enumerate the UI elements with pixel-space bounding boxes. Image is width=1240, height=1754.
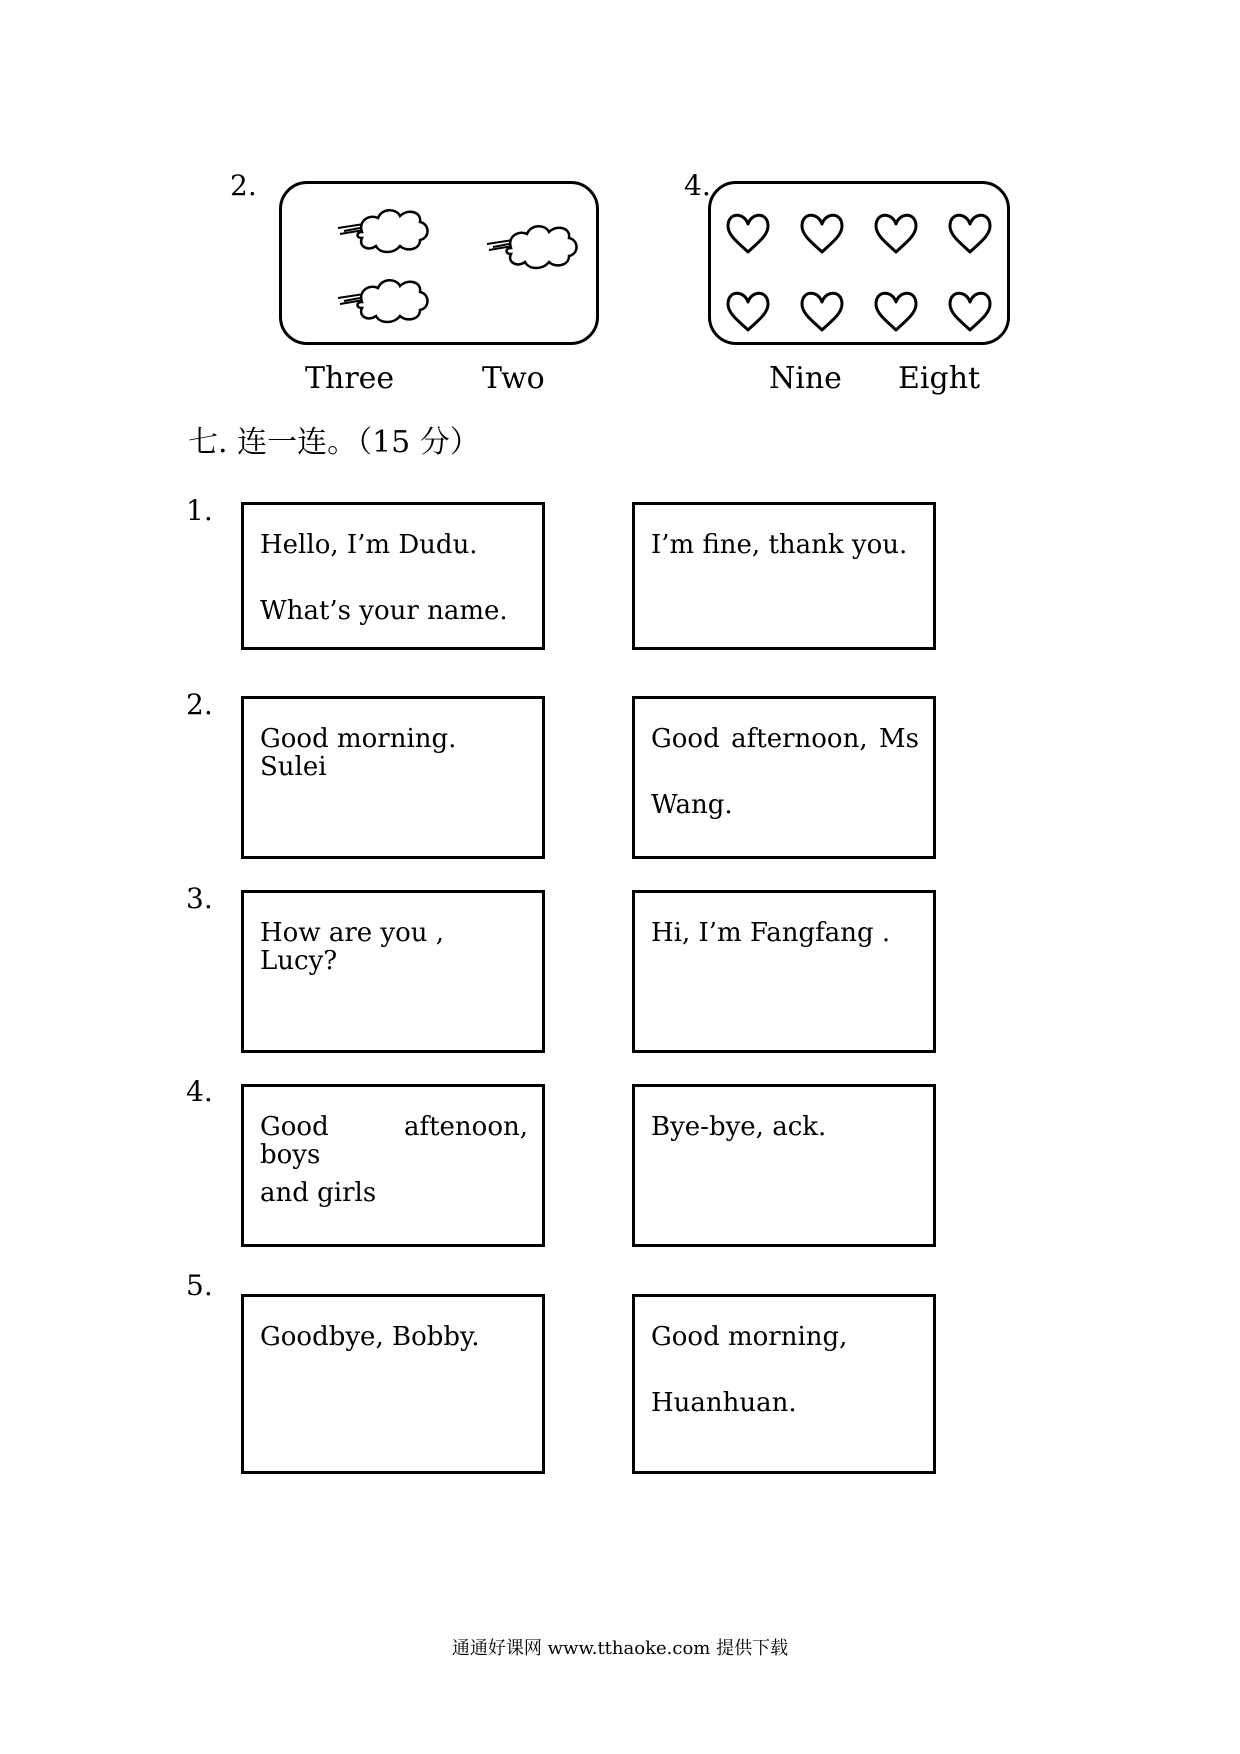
left-line-1: Good morning. Sulei — [260, 724, 457, 782]
left-box[interactable] — [241, 1294, 545, 1474]
row-number: 3. — [186, 882, 213, 915]
right-box[interactable] — [632, 696, 936, 859]
row-number: 2. — [186, 688, 213, 721]
row-number: 4. — [186, 1075, 213, 1108]
right-line-1: Good afternoon, Ms — [651, 724, 919, 754]
left-line-1: Hello, I’m Dudu. — [260, 530, 478, 560]
right-line-2: Huanhuan. — [651, 1388, 797, 1418]
cloud-icon — [338, 210, 428, 252]
section-title: 七. 连一连。（15 分） — [188, 425, 480, 460]
right-line-1: Hi, I’m Fangfang . — [651, 918, 891, 948]
right-box[interactable] — [632, 502, 936, 650]
right-line-1: Good morning, — [651, 1322, 848, 1352]
row-number: 1. — [186, 494, 213, 527]
heart-icon — [950, 215, 990, 252]
option-eight: Eight — [898, 361, 981, 396]
option-nine: Nine — [769, 361, 842, 396]
left-line-2: What’s your name. — [260, 596, 508, 626]
right-line-2: Wang. — [651, 790, 733, 820]
option-three: Three — [305, 361, 395, 396]
question-number: 4. — [684, 169, 711, 202]
question-number: 2. — [230, 169, 257, 202]
footer-source: 通通好课网 www.tthaoke.com 提供下载 — [451, 1638, 789, 1659]
left-box[interactable] — [241, 890, 545, 1053]
left-line-1: How are you , Lucy? — [260, 918, 445, 976]
option-two: Two — [482, 361, 545, 396]
heart-icon — [950, 293, 990, 330]
cloud-icon — [487, 226, 577, 268]
picture-box-hearts — [708, 181, 1010, 345]
hearts-illustration — [711, 184, 1007, 342]
left-line-1: Good aftenoon, boys — [260, 1112, 528, 1170]
right-box[interactable] — [632, 1294, 936, 1474]
heart-icon — [728, 293, 768, 330]
clouds-illustration — [282, 184, 596, 342]
right-line-1: Bye-bye, ack. — [651, 1112, 827, 1142]
picture-box-clouds — [279, 181, 599, 345]
left-box[interactable] — [241, 696, 545, 859]
heart-icon — [876, 215, 916, 252]
cloud-icon — [338, 280, 428, 322]
right-line-1: I’m fine, thank you. — [651, 530, 908, 560]
heart-icon — [876, 293, 916, 330]
left-line-1: Goodbye, Bobby. — [260, 1322, 480, 1352]
row-number: 5. — [186, 1269, 213, 1302]
heart-icon — [728, 215, 768, 252]
left-line-2: and girls — [260, 1178, 377, 1208]
heart-icon — [802, 293, 842, 330]
left-box[interactable] — [241, 1084, 545, 1247]
right-box[interactable] — [632, 890, 936, 1053]
left-box[interactable] — [241, 502, 545, 650]
right-box[interactable] — [632, 1084, 936, 1247]
heart-icon — [802, 215, 842, 252]
